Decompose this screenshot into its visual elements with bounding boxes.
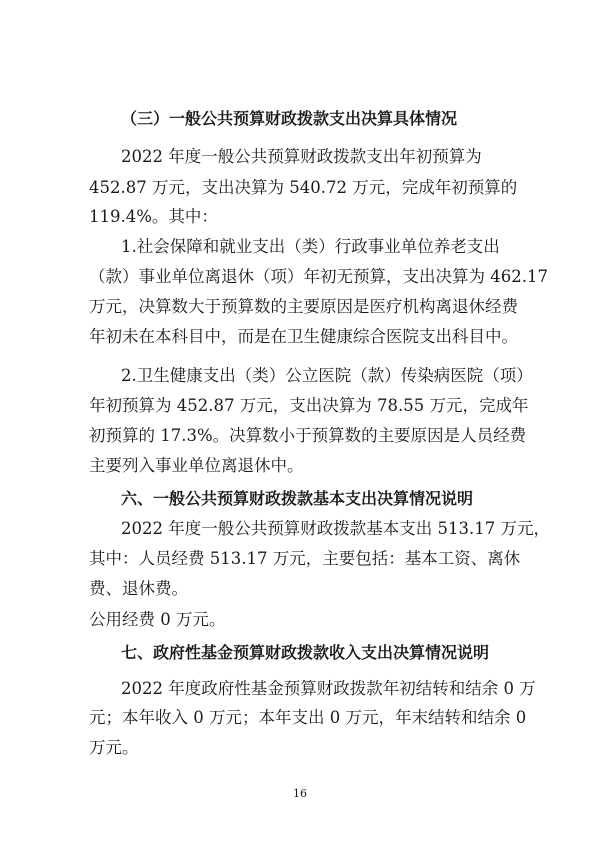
section-seven-heading: 七、政府性基金预算财政拨款收入支出决算情况说明 [121,643,490,662]
paragraph-line: 元；本年收入 0 万元；本年支出 0 万元，年末结转和结余 0 [89,708,527,727]
paragraph-line: 452.87 万元，支出决算为 540.72 万元，完成年初预算的 [89,178,518,197]
page-number: 16 [293,787,307,800]
paragraph-line: 万元。 [89,738,139,757]
paragraph-line: 万元，决算数大于预算数的主要原因是医疗机构离退休经费 [89,297,518,316]
paragraph-line: （款）事业单位离退休（项）年初无预算，支出决算为 462.17 [89,267,548,286]
paragraph-line: 主要列入事业单位离退休中。 [89,456,304,475]
paragraph-line: 其中：人员经费 513.17 万元，主要包括：基本工资、离休 [89,549,521,568]
paragraph-line: 年初预算为 452.87 万元，支出决算为 78.55 万元，完成年 [89,396,529,415]
paragraph-line: 2022 年度一般公共预算财政拨款基本支出 513.17 万元， [121,519,550,538]
section-six-heading: 六、一般公共预算财政拨款基本支出决算情况说明 [121,489,474,508]
paragraph-line: 119.4%。其中： [89,207,218,226]
paragraph-line: 2022 年度政府性基金预算财政拨款年初结转和结余 0 万 [121,679,536,698]
paragraph-line: 2022 年度一般公共预算财政拨款支出年初预算为 [121,147,482,166]
paragraph-line: 1.社会保障和就业支出（类）行政事业单位养老支出 [121,237,500,256]
paragraph-line: 公用经费 0 万元。 [89,610,226,629]
paragraph-line: 费、退休费。 [89,579,188,598]
paragraph-line: 初预算的 17.3%。决算数小于预算数的主要原因是人员经费 [89,426,527,445]
paragraph-line: 年初未在本科目中，而是在卫生健康综合医院支出科目中。 [89,327,518,346]
paragraph-line: 2.卫生健康支出（类）公立医院（款）传染病医院（项） [121,366,533,385]
section-three-heading: （三）一般公共预算财政拨款支出决算具体情况 [121,109,458,128]
